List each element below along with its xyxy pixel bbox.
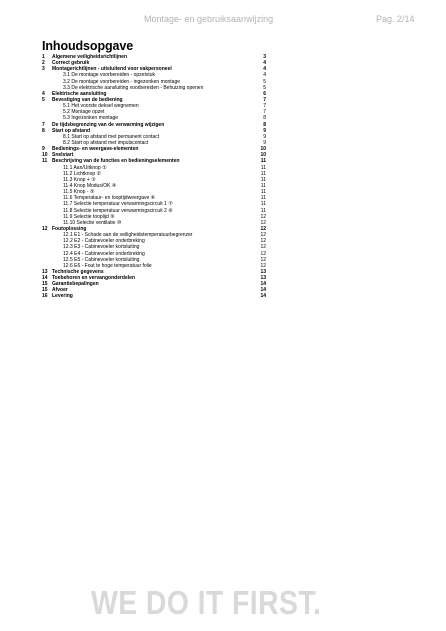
toc-entry-page: 4 bbox=[263, 72, 266, 79]
toc-entry-number: 12 bbox=[42, 225, 48, 232]
toc-entry-title: Levering bbox=[52, 293, 73, 300]
toc-entry-number: 1 bbox=[42, 54, 45, 60]
toc-entry-title: 5.1 Het voorste deksel wegnemen bbox=[63, 103, 139, 110]
toc-entry-number: 4 bbox=[42, 90, 45, 97]
toc-entry-title: 11.3 Knop + ③ bbox=[63, 176, 96, 183]
toc-entry-title: 3.1 De montage voorbereiden - opzetstuk bbox=[63, 72, 155, 79]
toc-entry-title: 11.2 Lichtknop ② bbox=[63, 170, 102, 177]
toc-entry-title: Afvoer bbox=[52, 287, 68, 294]
toc-entry-page: 12 bbox=[260, 238, 266, 245]
toc-entry-page: 10 bbox=[260, 146, 266, 153]
page-number: Pag. 2/14 bbox=[376, 14, 415, 24]
toc-entry-title: Elektrische aansluiting bbox=[52, 90, 107, 97]
toc-entry-number: 3 bbox=[42, 66, 45, 73]
toc-entry-number: 13 bbox=[42, 268, 48, 275]
toc-entry-page: 5 bbox=[263, 84, 266, 91]
toc-entry-page: 11 bbox=[260, 176, 266, 183]
toc-entry-number: 9 bbox=[42, 146, 45, 153]
toc-entry-page: 9 bbox=[263, 139, 266, 146]
toc-entry-page: 12 bbox=[260, 250, 266, 257]
page-header bbox=[0, 14, 446, 28]
toc-entry-page: 12 bbox=[260, 225, 266, 232]
toc-entry-number: 15 bbox=[42, 281, 48, 288]
toc-entry-number: 8 bbox=[42, 127, 45, 134]
toc-entry-page: 9 bbox=[263, 133, 266, 140]
toc-entry-number: 5 bbox=[42, 96, 45, 103]
toc-entry-title: Garantiebepalingen bbox=[52, 281, 99, 288]
toc-entry-title: 11.10 Selectie ventilatie ⑩ bbox=[63, 219, 122, 226]
toc-entry-title: Beschrijving van de functies en bedieningselementen bbox=[52, 158, 180, 165]
toc-entry-title: 12.4 E4 - Cabinevoeler onderbreking bbox=[63, 250, 145, 257]
toc-entry-page: 12 bbox=[260, 213, 266, 220]
toc-entry-page: 14 bbox=[260, 281, 266, 288]
toc-heading: Inhoudsopgave bbox=[42, 39, 134, 53]
toc-entry-page: 11 bbox=[260, 158, 266, 165]
toc-entry-page: 13 bbox=[260, 268, 266, 275]
toc-entry-title: 11.5 Knop - ⑤ bbox=[63, 189, 95, 196]
toc-entry-title: 11.9 Selectie tooplijd ⑨ bbox=[63, 213, 115, 220]
toc-entry-number: 10 bbox=[42, 152, 48, 159]
toc-entry-page: 11 bbox=[260, 170, 266, 177]
toc-entry-title: Snelstart bbox=[52, 152, 74, 159]
toc-entry-page: 11 bbox=[260, 182, 266, 189]
toc-entry-number: 15 bbox=[42, 287, 48, 294]
toc-entry-page: 7 bbox=[263, 103, 266, 110]
toc-entry-page: 12 bbox=[260, 262, 266, 269]
toc-entry-title: 3.2 De montage voorbereiden - ingezonken montage bbox=[63, 78, 181, 85]
toc-entry-title: 12.6 E6 - Fout te hoge temperatuur folie bbox=[63, 262, 152, 269]
table-of-contents bbox=[42, 54, 266, 300]
toc-entry-number: 7 bbox=[42, 121, 45, 128]
toc-entry-title: 12.5 E5 - Cabinevoeler kortsluiting bbox=[63, 256, 140, 263]
toc-entry-title: 11.1 Aan/Uitknop ① bbox=[63, 164, 107, 171]
toc-entry-page: 3 bbox=[263, 54, 266, 60]
toc-entry-title: De tijdsbegrenzing van de verwarming wijzigen bbox=[52, 121, 165, 128]
toc-entry-page: 14 bbox=[260, 293, 266, 300]
toc-entry-page: 14 bbox=[260, 287, 266, 294]
toc-entry-page: 11 bbox=[260, 207, 266, 214]
toc-entry-title: Montagerichtlijnen - uitsluitend voor vakpersoneel bbox=[52, 66, 172, 73]
toc-entry-title: Bedienings- en weergave-elementen bbox=[52, 146, 139, 153]
toc-entry-page: 12 bbox=[260, 256, 266, 263]
toc-entry-title: 5.2 Montage opzet bbox=[63, 109, 105, 116]
toc-entry-page: 7 bbox=[263, 109, 266, 116]
toc-entry-title: Start op afstand bbox=[52, 127, 91, 134]
toc-entry-page: 13 bbox=[260, 275, 266, 282]
toc-entry-page: 11 bbox=[260, 189, 266, 196]
toc-entry-title: 12.3 E3 - Cabinevoeler kortsluiting bbox=[63, 244, 140, 251]
toc-entry-page: 4 bbox=[263, 66, 266, 73]
toc-entry-page: 11 bbox=[260, 195, 266, 202]
toc-entry-title: 11.4 Knop Modus/OK ④ bbox=[63, 182, 117, 189]
toc-entry-page: 4 bbox=[263, 60, 266, 67]
toc-entry-title: Technische gegevens bbox=[52, 268, 104, 275]
toc-entry-page: 12 bbox=[260, 244, 266, 251]
toc-entry-title: Bevestiging van de bediening bbox=[52, 96, 123, 103]
toc-entry[interactable] bbox=[42, 293, 266, 299]
toc-entry-number: 14 bbox=[42, 275, 48, 282]
toc-entry-page: 7 bbox=[263, 96, 266, 103]
toc-entry-page: 11 bbox=[260, 164, 266, 171]
toc-entry-page: 6 bbox=[263, 90, 266, 97]
toc-entry-page: 8 bbox=[263, 115, 266, 122]
toc-entry-title: 12.1 E1 - Schade aan de veiligheidstemperatuurbegrenzer bbox=[63, 232, 193, 239]
toc-entry-title: 3.3 De elektrische aansluiting voorbereiden - Behuizing openen bbox=[63, 84, 204, 91]
toc-entry-title: 8.2 Start op afstand met impulscontact bbox=[63, 139, 149, 146]
document-title: Montage- en gebruiksaanwijzing bbox=[144, 14, 274, 24]
toc-entry-title: Correct gebruik bbox=[52, 60, 90, 67]
toc-entry-title: 11.6 Temperatuur- en looptijdweergave ⑥ bbox=[63, 195, 156, 202]
toc-entry-page: 8 bbox=[263, 121, 266, 128]
toc-entry-number: 11 bbox=[42, 158, 48, 165]
toc-entry-title: 5.3 Ingezonken montage bbox=[63, 115, 119, 122]
toc-entry-page: 9 bbox=[263, 127, 266, 134]
toc-entry-page: 5 bbox=[263, 78, 266, 85]
toc-entry-page: 12 bbox=[260, 232, 266, 239]
toc-entry-page: 11 bbox=[260, 201, 266, 208]
toc-entry-number: 2 bbox=[42, 60, 45, 67]
toc-entry-title: 11.8 Selectie temperatuur verwarmingscircuit 2 ⑧ bbox=[63, 207, 173, 214]
toc-entry-title: 12.2 E2 - Cabinevoeler onderbreking bbox=[63, 238, 145, 245]
toc-entry-page: 12 bbox=[260, 219, 266, 226]
toc-entry-title: 8.1 Start op afstand met permanent contact bbox=[63, 133, 160, 140]
toc-entry-title: 11.7 Selectie temperatuur verwarmingscircuit 1 ⑦ bbox=[63, 201, 173, 208]
toc-entry-page: 10 bbox=[260, 152, 266, 159]
brand-slogan: WE DO IT FIRST. bbox=[91, 584, 322, 621]
toc-entry-title: Foutoplossing bbox=[52, 225, 87, 232]
toc-entry-number: 16 bbox=[42, 293, 48, 300]
toc-entry-title: Toebehoren en vervangonderdelen bbox=[52, 275, 135, 282]
toc-entry-title: Algemene veiligheidsrichtlijnen bbox=[52, 54, 128, 60]
